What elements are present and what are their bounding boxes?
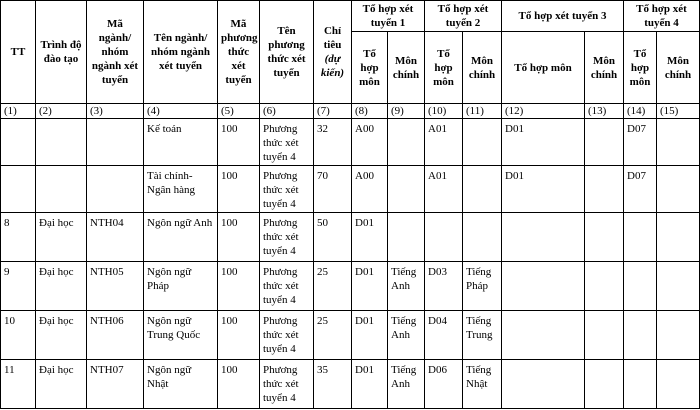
cell-level: Đại học (36, 311, 87, 360)
header-method-code: Mã phương thức xét tuyển (218, 1, 260, 104)
cell-tt: 9 (1, 262, 36, 311)
cell-method-name: Phương thức xét tuyển 4 (260, 311, 314, 360)
cell-method-name: Phương thức xét tuyển 4 (260, 166, 314, 213)
col-num: (4) (144, 104, 218, 119)
cell-level: Đại học (36, 360, 87, 409)
cell-quota: 70 (314, 166, 352, 213)
cell-combo2-main (463, 119, 502, 166)
cell-method-name: Phương thức xét tuyển 4 (260, 119, 314, 166)
cell-combo1-main: Tiếng Anh (388, 311, 425, 360)
header-combo-2-main: Môn chính (463, 32, 502, 104)
cell-combo2-subject: D04 (425, 311, 463, 360)
header-combo-3-subject: Tổ hợp môn (502, 32, 585, 104)
cell-major-name: Ngôn ngữ Anh (144, 213, 218, 262)
col-num: (9) (388, 104, 425, 119)
cell-combo1-subject: A00 (352, 119, 388, 166)
cell-method-name: Phương thức xét tuyển 4 (260, 262, 314, 311)
cell-combo3-main (585, 166, 624, 213)
cell-tt: 8 (1, 213, 36, 262)
cell-combo3-main (585, 262, 624, 311)
cell-combo1-main: Tiếng Anh (388, 262, 425, 311)
header-combo-4-subject: Tổ hợp môn (624, 32, 657, 104)
cell-major-code (87, 166, 144, 213)
header-combo-3-main: Môn chính (585, 32, 624, 104)
header-combo-4: Tổ hợp xét tuyển 4 (624, 1, 700, 32)
cell-combo2-subject: D06 (425, 360, 463, 409)
cell-major-name: Kế toán (144, 119, 218, 166)
table-row (1, 262, 700, 311)
cell-combo4-main (657, 262, 700, 311)
cell-combo2-subject: A01 (425, 119, 463, 166)
col-num: (2) (36, 104, 87, 119)
col-num: (3) (87, 104, 144, 119)
header-quota (314, 1, 352, 104)
cell-combo1-subject: D01 (352, 311, 388, 360)
header-quota-prefix: Chỉ tiêu (323, 25, 342, 51)
cell-combo4-main (657, 213, 700, 262)
cell-combo3-subject (502, 311, 585, 360)
col-num: (14) (624, 104, 657, 119)
cell-major-name: Ngôn ngữ Pháp (144, 262, 218, 311)
column-number-row (1, 104, 700, 119)
header-combo-1: Tổ hợp xét tuyển 1 (352, 1, 425, 32)
table-row (1, 119, 700, 166)
header-combo-1-main: Môn chính (388, 32, 425, 104)
cell-combo4-subject (624, 262, 657, 311)
cell-combo4-main (657, 360, 700, 409)
cell-level (36, 166, 87, 213)
header-combo-1-subject: Tổ hợp môn (352, 32, 388, 104)
cell-level (36, 119, 87, 166)
cell-method-name: Phương thức xét tuyển 4 (260, 213, 314, 262)
cell-tt (1, 166, 36, 213)
cell-combo4-main (657, 119, 700, 166)
cell-combo3-subject: D01 (502, 166, 585, 213)
cell-combo2-subject: A01 (425, 166, 463, 213)
cell-method-code: 100 (218, 262, 260, 311)
col-num: (8) (352, 104, 388, 119)
cell-quota: 50 (314, 213, 352, 262)
cell-combo2-subject: D03 (425, 262, 463, 311)
cell-major-code: NTH05 (87, 262, 144, 311)
cell-combo3-main (585, 119, 624, 166)
cell-tt: 10 (1, 311, 36, 360)
cell-combo4-subject (624, 360, 657, 409)
cell-combo1-subject: A00 (352, 166, 388, 213)
cell-combo2-subject (425, 213, 463, 262)
cell-major-code: NTH04 (87, 213, 144, 262)
cell-combo3-main (585, 311, 624, 360)
table-row (1, 311, 700, 360)
col-num: (6) (260, 104, 314, 119)
cell-combo2-main: Tiếng Pháp (463, 262, 502, 311)
cell-combo3-subject (502, 213, 585, 262)
table-row (1, 213, 700, 262)
cell-level: Đại học (36, 213, 87, 262)
col-num: (1) (1, 104, 36, 119)
cell-method-code: 100 (218, 360, 260, 409)
header-combo-4-main: Môn chính (657, 32, 700, 104)
cell-combo4-subject: D07 (624, 119, 657, 166)
cell-combo4-subject (624, 213, 657, 262)
col-num: (12) (502, 104, 585, 119)
col-num: (10) (425, 104, 463, 119)
header-row-top (1, 1, 700, 32)
cell-combo1-main (388, 213, 425, 262)
col-num: (15) (657, 104, 700, 119)
cell-tt: 11 (1, 360, 36, 409)
cell-combo3-main (585, 213, 624, 262)
cell-major-code: NTH06 (87, 311, 144, 360)
cell-combo4-main (657, 311, 700, 360)
cell-combo4-subject (624, 311, 657, 360)
cell-tt (1, 119, 36, 166)
cell-combo2-main (463, 166, 502, 213)
header-combo-2: Tổ hợp xét tuyển 2 (425, 1, 502, 32)
header-level: Trình độ đào tạo (36, 1, 87, 104)
cell-combo4-main (657, 166, 700, 213)
header-combo-3: Tổ hợp xét tuyển 3 (502, 1, 624, 32)
table-row (1, 166, 700, 213)
col-num: (5) (218, 104, 260, 119)
cell-combo1-subject: D01 (352, 213, 388, 262)
cell-major-name: Ngôn ngữ Trung Quốc (144, 311, 218, 360)
header-major-code: Mã ngành/ nhóm ngành xét tuyển (87, 1, 144, 104)
cell-method-code: 100 (218, 166, 260, 213)
cell-combo2-main: Tiếng Nhật (463, 360, 502, 409)
table-row (1, 360, 700, 409)
cell-combo1-main (388, 166, 425, 213)
cell-method-code: 100 (218, 311, 260, 360)
cell-combo3-subject (502, 360, 585, 409)
col-num: (7) (314, 104, 352, 119)
header-tt: TT (1, 1, 36, 104)
cell-method-name: Phương thức xét tuyển 4 (260, 360, 314, 409)
cell-combo3-main (585, 360, 624, 409)
col-num: (11) (463, 104, 502, 119)
cell-level: Đại học (36, 262, 87, 311)
cell-quota: 32 (314, 119, 352, 166)
col-num: (13) (585, 104, 624, 119)
header-major-name: Tên ngành/ nhóm ngành xét tuyển (144, 1, 218, 104)
cell-combo2-main (463, 213, 502, 262)
header-combo-2-subject: Tổ hợp môn (425, 32, 463, 104)
cell-combo4-subject: D07 (624, 166, 657, 213)
cell-combo3-subject (502, 262, 585, 311)
cell-combo1-main: Tiếng Anh (388, 360, 425, 409)
cell-combo1-subject: D01 (352, 360, 388, 409)
cell-major-name: Tài chính-Ngân hàng (144, 166, 218, 213)
cell-major-code (87, 119, 144, 166)
cell-combo2-main: Tiếng Trung (463, 311, 502, 360)
cell-method-code: 100 (218, 213, 260, 262)
cell-major-code: NTH07 (87, 360, 144, 409)
cell-quota: 35 (314, 360, 352, 409)
cell-quota: 25 (314, 311, 352, 360)
cell-method-code: 100 (218, 119, 260, 166)
header-quota-italic: (dự kiến) (320, 53, 345, 79)
cell-combo1-main (388, 119, 425, 166)
header-method-name: Tên phương thức xét tuyển (260, 1, 314, 104)
cell-combo1-subject: D01 (352, 262, 388, 311)
cell-major-name: Ngôn ngữ Nhật (144, 360, 218, 409)
cell-combo3-subject: D01 (502, 119, 585, 166)
cell-quota: 25 (314, 262, 352, 311)
